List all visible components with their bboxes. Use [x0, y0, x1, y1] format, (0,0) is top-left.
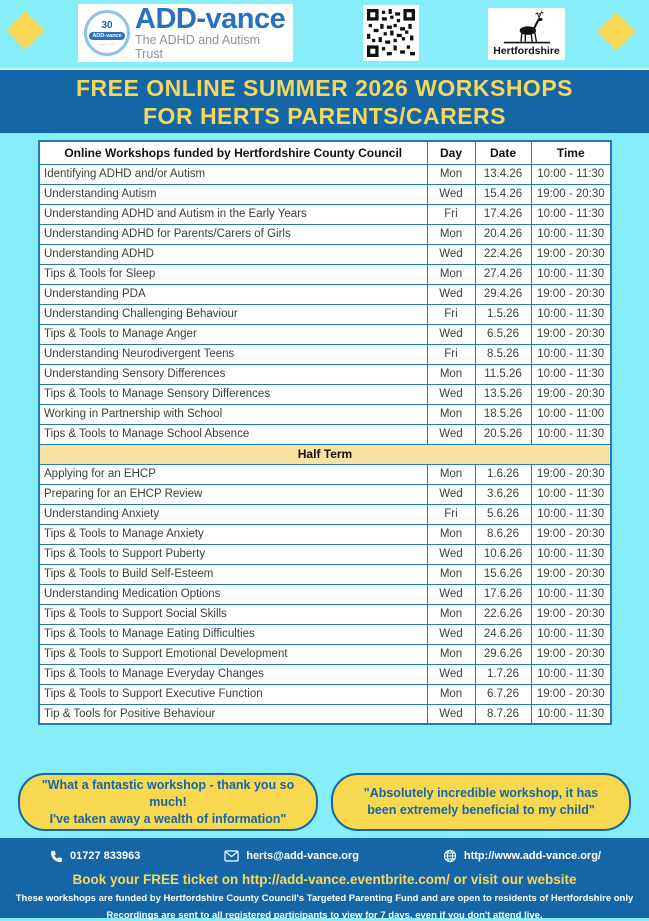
cell-time: 10:00 - 11:30	[531, 704, 611, 724]
title-banner	[0, 68, 649, 133]
cell-time: 19:00 - 20:30	[531, 324, 611, 344]
cell-title: Tips & Tools to Manage Sensory Differences	[39, 384, 427, 404]
cell-time: 19:00 - 20:30	[531, 384, 611, 404]
phone-icon	[50, 850, 63, 863]
col-header-day: Day	[427, 141, 475, 164]
table-row	[39, 604, 611, 624]
table-row	[39, 664, 611, 684]
cell-date: 5.6.26	[475, 504, 531, 524]
table-row	[39, 464, 611, 484]
table-row	[39, 324, 611, 344]
cell-day: Mon	[427, 684, 475, 704]
cell-day: Wed	[427, 384, 475, 404]
table-row	[39, 564, 611, 584]
cell-date: 20.5.26	[475, 424, 531, 444]
cell-day: Wed	[427, 664, 475, 684]
cell-time: 10:00 - 11:30	[531, 264, 611, 284]
cell-date: 15.4.26	[475, 184, 531, 204]
table-row	[39, 284, 611, 304]
cell-title: Tips & Tools for Sleep	[39, 264, 427, 284]
cell-time: 19:00 - 20:30	[531, 604, 611, 624]
workshop-table	[38, 140, 612, 725]
cell-time: 19:00 - 20:30	[531, 184, 611, 204]
cell-time: 19:00 - 20:30	[531, 644, 611, 664]
cell-title: Tip & Tools for Positive Behaviour	[39, 704, 427, 724]
cell-date: 10.6.26	[475, 544, 531, 564]
cell-day: Fri	[427, 204, 475, 224]
cell-date: 8.7.26	[475, 704, 531, 724]
hertfordshire-label: Hertfordshire	[493, 45, 560, 57]
cell-date: 6.7.26	[475, 684, 531, 704]
table-row	[39, 224, 611, 244]
cell-time: 19:00 - 20:30	[531, 564, 611, 584]
table-row	[39, 264, 611, 284]
testimonial-left	[18, 773, 318, 831]
cell-day: Wed	[427, 624, 475, 644]
cell-title: Tips & Tools to Manage School Absence	[39, 424, 427, 444]
qr-code-icon	[367, 9, 415, 57]
badge-number: 30	[101, 19, 113, 31]
cell-time: 10:00 - 11:30	[531, 544, 611, 564]
cell-time: 10:00 - 11:30	[531, 204, 611, 224]
cell-date: 1.7.26	[475, 664, 531, 684]
cell-title: Understanding Challenging Behaviour	[39, 304, 427, 324]
cell-day: Fri	[427, 304, 475, 324]
cell-date: 8.5.26	[475, 344, 531, 364]
cell-date: 29.4.26	[475, 284, 531, 304]
col-header-date: Date	[475, 141, 531, 164]
cell-title: Understanding PDA	[39, 284, 427, 304]
cell-date: 24.6.26	[475, 624, 531, 644]
cell-date: 17.4.26	[475, 204, 531, 224]
table-row	[39, 584, 611, 604]
testimonial-line: been extremely beneficial to my child"	[367, 803, 595, 817]
cell-title: Understanding Medication Options	[39, 584, 427, 604]
cell-day: Mon	[427, 644, 475, 664]
table-header-row	[39, 141, 611, 164]
cell-date: 13.5.26	[475, 384, 531, 404]
cell-time: 10:00 - 11:30	[531, 484, 611, 504]
cell-title: Understanding Autism	[39, 184, 427, 204]
cell-day: Fri	[427, 344, 475, 364]
website-contact[interactable]	[443, 849, 601, 863]
table-row	[39, 244, 611, 264]
cell-time: 19:00 - 20:30	[531, 284, 611, 304]
cell-date: 22.4.26	[475, 244, 531, 264]
cell-time: 10:00 - 11:30	[531, 164, 611, 184]
testimonial-line: "What a fantastic workshop - thank you so much!	[41, 777, 295, 809]
table-row	[39, 444, 611, 464]
phone-number: 01727 833963	[70, 850, 141, 862]
table-row	[39, 344, 611, 364]
diamond-decoration-left	[6, 11, 44, 49]
cell-date: 22.6.26	[475, 604, 531, 624]
cell-title: Tips & Tools to Support Puberty	[39, 544, 427, 564]
table-row	[39, 164, 611, 184]
cell-day: Wed	[427, 244, 475, 264]
page-title-line1: FREE ONLINE SUMMER 2026 WORKSHOPS	[75, 74, 574, 101]
cell-date: 17.6.26	[475, 584, 531, 604]
header	[0, 0, 649, 68]
col-header-time: Time	[531, 141, 611, 164]
cell-time: 19:00 - 20:30	[531, 684, 611, 704]
cell-date: 1.6.26	[475, 464, 531, 484]
cell-day: Mon	[427, 224, 475, 244]
table-row	[39, 204, 611, 224]
workshop-table-body	[39, 164, 611, 724]
table-row	[39, 404, 611, 424]
qr-code	[363, 5, 419, 61]
cell-title: Working in Partnership with School	[39, 404, 427, 424]
cell-date: 13.4.26	[475, 164, 531, 184]
cell-date: 8.6.26	[475, 524, 531, 544]
cell-day: Mon	[427, 264, 475, 284]
testimonial-line: I've taken away a wealth of information"	[49, 811, 287, 826]
recording-note: Recordings are sent to all registered participants to view for 7 days, even if you don't attend live.	[106, 910, 543, 921]
cell-time: 19:00 - 20:30	[531, 244, 611, 264]
table-row	[39, 364, 611, 384]
cell-time: 19:00 - 20:30	[531, 464, 611, 484]
cell-date: 3.6.26	[475, 484, 531, 504]
cell-time: 10:00 - 11:30	[531, 424, 611, 444]
cell-time: 10:00 - 11:30	[531, 344, 611, 364]
cell-title: Understanding ADHD	[39, 244, 427, 264]
website-url: http://www.add-vance.org/	[463, 850, 601, 862]
table-row	[39, 384, 611, 404]
email-address: herts@add-vance.org	[246, 850, 360, 862]
cell-title: Tips & Tools to Support Social Skills	[39, 604, 427, 624]
table-row	[39, 424, 611, 444]
cell-time: 10:00 - 11:00	[531, 404, 611, 424]
col-header-workshops: Online Workshops funded by Hertfordshire County Council	[39, 141, 427, 164]
table-row	[39, 624, 611, 644]
cell-day: Wed	[427, 484, 475, 504]
cell-title: Understanding Neurodivergent Teens	[39, 344, 427, 364]
cell-title: Tips & Tools to Support Emotional Development	[39, 644, 427, 664]
cell-day: Fri	[427, 504, 475, 524]
cell-time: 10:00 - 11:30	[531, 664, 611, 684]
cell-date: 29.6.26	[475, 644, 531, 664]
hertfordshire-logo	[488, 8, 565, 60]
cell-title: Tips & Tools to Build Self-Esteem	[39, 564, 427, 584]
email-contact[interactable]	[224, 850, 359, 862]
logo-text	[135, 5, 287, 61]
cell-date: 1.5.26	[475, 304, 531, 324]
cell-title: Identifying ADHD and/or Autism	[39, 164, 427, 184]
table-row	[39, 304, 611, 324]
cell-title: Applying for an EHCP	[39, 464, 427, 484]
cell-day: Wed	[427, 584, 475, 604]
table-row	[39, 684, 611, 704]
contact-row	[0, 845, 649, 867]
cell-day: Wed	[427, 424, 475, 444]
globe-icon	[443, 849, 457, 863]
addvance-30th-badge-icon	[84, 10, 130, 56]
cell-date: 11.5.26	[475, 364, 531, 384]
cell-day: Wed	[427, 704, 475, 724]
cell-date: 6.5.26	[475, 324, 531, 344]
cell-title: Tips & Tools to Support Executive Function	[39, 684, 427, 704]
cell-day: Mon	[427, 564, 475, 584]
funding-note: These workshops are funded by Hertfordshire County Council's Targeted Parenting Fund and are open to residents of Hertfordshire only	[15, 893, 634, 904]
cell-day: Wed	[427, 544, 475, 564]
cell-day: Mon	[427, 464, 475, 484]
cell-title: Tips & Tools to Manage Anxiety	[39, 524, 427, 544]
cell-date: 20.4.26	[475, 224, 531, 244]
cell-time: 10:00 - 11:30	[531, 304, 611, 324]
cell-time: 10:00 - 11:30	[531, 224, 611, 244]
cell-day: Mon	[427, 404, 475, 424]
cell-day: Mon	[427, 164, 475, 184]
cell-day: Mon	[427, 524, 475, 544]
email-icon	[224, 850, 239, 862]
cell-title: Understanding ADHD for Parents/Carers of Girls	[39, 224, 427, 244]
cell-day: Mon	[427, 364, 475, 384]
phone-contact[interactable]	[50, 850, 140, 863]
deer-icon	[499, 10, 555, 46]
table-row	[39, 524, 611, 544]
cell-title: Understanding ADHD and Autism in the Early Years	[39, 204, 427, 224]
table-row	[39, 644, 611, 664]
table-row	[39, 544, 611, 564]
table-row	[39, 504, 611, 524]
testimonials	[0, 773, 649, 831]
footer	[0, 838, 649, 921]
cell-title: Tips & Tools to Manage Anger	[39, 324, 427, 344]
booking-line: Book your FREE ticket on http://add-vance.eventbrite.com/ or visit our website	[72, 872, 577, 887]
cell-title: Preparing for an EHCP Review	[39, 484, 427, 504]
cell-date: 15.6.26	[475, 564, 531, 584]
table-row	[39, 484, 611, 504]
diamond-decoration-right	[597, 12, 635, 50]
cell-title: Understanding Sensory Differences	[39, 364, 427, 384]
cell-time: 10:00 - 11:30	[531, 364, 611, 384]
cell-day: Wed	[427, 324, 475, 344]
cell-title: Understanding Anxiety	[39, 504, 427, 524]
cell-date: 27.4.26	[475, 264, 531, 284]
cell-day: Wed	[427, 184, 475, 204]
table-row	[39, 704, 611, 724]
badge-sub-line: — · —	[99, 40, 115, 46]
logo-title: ADD-vance	[135, 3, 286, 35]
badge-name: ADD-vance	[89, 32, 124, 40]
cell-time: 10:00 - 11:30	[531, 624, 611, 644]
testimonial-right	[331, 773, 631, 831]
cell-date: 18.5.26	[475, 404, 531, 424]
testimonial-line: "Absolutely incredible workshop, it has	[363, 786, 599, 800]
cell-time: 10:00 - 11:30	[531, 504, 611, 524]
cell-time: 19:00 - 20:30	[531, 524, 611, 544]
cell-day: Wed	[427, 284, 475, 304]
page-title-line2: FOR HERTS PARENTS/CARERS	[143, 102, 506, 129]
cell-day: Mon	[427, 604, 475, 624]
cell-time: 10:00 - 11:30	[531, 584, 611, 604]
addvance-logo	[78, 4, 293, 62]
cell-title: Tips & Tools to Manage Everyday Changes	[39, 664, 427, 684]
table-row	[39, 184, 611, 204]
cell-title: Tips & Tools to Manage Eating Difficulties	[39, 624, 427, 644]
half-term-divider: Half Term	[39, 444, 611, 464]
logo-tagline: The ADHD and Autism Trust	[135, 33, 261, 61]
